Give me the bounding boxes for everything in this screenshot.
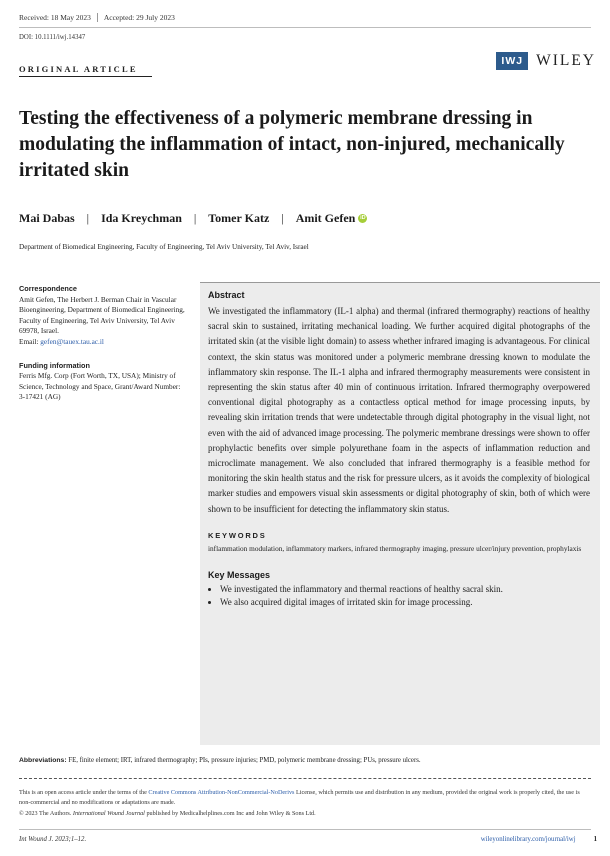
date-divider [97, 13, 98, 22]
email-label: Email: [19, 336, 41, 346]
keywords-text: inflammation modulation, inflammatory markers, infrared thermography imaging, pressure ulcer/injury prevention, prophylaxis [208, 543, 582, 553]
abstract-text: We investigated the inflammatory (IL-1 alpha) and thermal (infrared thermography) reactions of healthy sacral skin to sustained, irritating mechanical loading. We further acquired digital photographs of the irritated skin (at the visible light domain) to assess whether infrared imaging is advantageous. For clinical context, the skin status was monitored under a polymeric membrane dressing known to modulate the inflammatory skin response. The IL-1 alpha and infrared thermography measurements were consistent in representing the skin status after 40 min of continuous irritation. Infrared thermography overpowered conventional digital photography as a contactless optical method for image processing inputs, by revealing skin irritation trends that were undetectable through digital photography in the visual light, not even with the aid of advanced image processing. The polymeric membrane dressings were shown to offer prophylactic benefits over simple polyurethane foam in the aspects of inflammation reduction and microclimate management. We also concluded that infrared thermography is a feasible method for monitoring the skin health status and the risk for pressure ulcers, as it avoids the complexity of biological marker studies and empowers visual skin assessments or digital photography of skin, both of which were shown to be insufficient for detecting the inflammatory skin status. [208, 306, 590, 514]
accepted-date: Accepted: 29 July 2023 [103, 13, 175, 22]
author-name: Mai Dabas [19, 211, 75, 225]
key-messages-heading: Key Messages [208, 569, 271, 580]
license-divider [19, 778, 591, 779]
copyright-journal: International Wound Journal [72, 809, 145, 817]
section-label-underline [19, 76, 152, 77]
license-text [19, 788, 591, 809]
author-list [19, 211, 367, 226]
copyright-end: published by Medicalhelplines.com Inc and John Wiley & Sons Ltd. [144, 809, 316, 817]
orcid-icon[interactable]: iD [360, 215, 366, 221]
received-date: Received: 18 May 2023 [19, 13, 91, 22]
funding-block [19, 361, 187, 403]
publisher-logo [496, 52, 596, 70]
keywords-heading: KEYWORDS [208, 530, 267, 540]
correspondence-text: Amit Gefen, The Herbert J. Berman Chair in Vascular Bioengineering, Department of Biomedical Engineering, Faculty of Engineering, Tel Aviv University, Tel Aviv 69978, Israel. [19, 294, 185, 336]
author-name: Amit Gefen [295, 211, 356, 225]
key-messages-list [208, 583, 590, 610]
journal-logo: IWJ [496, 52, 528, 70]
license-text-end: License, which permits use and distribution in any medium, provided the original work is properly cited, the use is non-commercial and no modifications or adaptations are made. [19, 789, 580, 807]
abbreviations-label: Abbreviations: [19, 757, 67, 764]
funding-text: Ferris Mfg. Corp (Fort Worth, TX, USA); Ministry of Science, Technology and Space, Grant/Award Number: 3-17421 (AG) [19, 371, 181, 402]
footer-right [481, 836, 597, 843]
abstract-heading: Abstract [208, 290, 245, 300]
article-sidebar [19, 284, 187, 416]
email-line [19, 337, 187, 348]
author-separator: | [281, 211, 284, 225]
page-number: 1 [593, 836, 597, 843]
footer-divider [19, 829, 591, 830]
copyright-start: © 2023 The Authors. [19, 809, 73, 817]
journal-url[interactable]: wileyonlinelibrary.com/journal/iwj [480, 836, 576, 843]
copyright-line [19, 809, 591, 819]
author-separator: | [193, 211, 197, 225]
correspondence-block [19, 284, 187, 348]
correspondence-heading: Correspondence [19, 284, 77, 293]
email-link[interactable]: gefen@tauex.tau.ac.il [40, 336, 104, 346]
key-message-item: • We also acquired digital images of irritated skin for image processing. [220, 596, 590, 610]
license-notice [19, 788, 591, 819]
affiliation: Department of Biomedical Engineering, Faculty of Engineering, Tel Aviv University, Tel Aviv, Israel [19, 243, 309, 251]
author-separator: | [86, 211, 90, 225]
doi[interactable]: DOI: 10.1111/iwj.14347 [19, 34, 86, 41]
abstract-box [200, 282, 600, 745]
funding-heading: Funding information [19, 360, 90, 370]
header-divider [19, 27, 591, 28]
article-dates [19, 13, 175, 22]
author-name: Ida Kreychman [101, 211, 182, 225]
key-message-item: • We investigated the inflammatory and thermal reactions of healthy sacral skin. [220, 583, 590, 597]
article-title: Testing the effectiveness of a polymeric membrane dressing in modulating the inflammation of intact, non-injured, mechanically irritated skin [19, 108, 565, 181]
abbreviations [19, 757, 421, 764]
license-link[interactable]: Creative Commons Attribution-NonCommercial-NoDerivs [148, 789, 295, 796]
page-footer [19, 836, 597, 843]
citation: Int Wound J. 2023;1–12. [19, 836, 87, 843]
author-name: Tomer Katz [208, 211, 270, 225]
license-text-start: This is an open access article under the terms of the [19, 789, 149, 796]
wiley-logo: WILEY [536, 52, 596, 69]
abbreviations-text: FE, finite element; IRT, infrared thermography; PIs, pressure injuries; PMD, polymeric membrane dressing; PUs, pressure ulcers. [66, 757, 421, 764]
section-label: ORIGINAL ARTICLE [19, 64, 138, 74]
